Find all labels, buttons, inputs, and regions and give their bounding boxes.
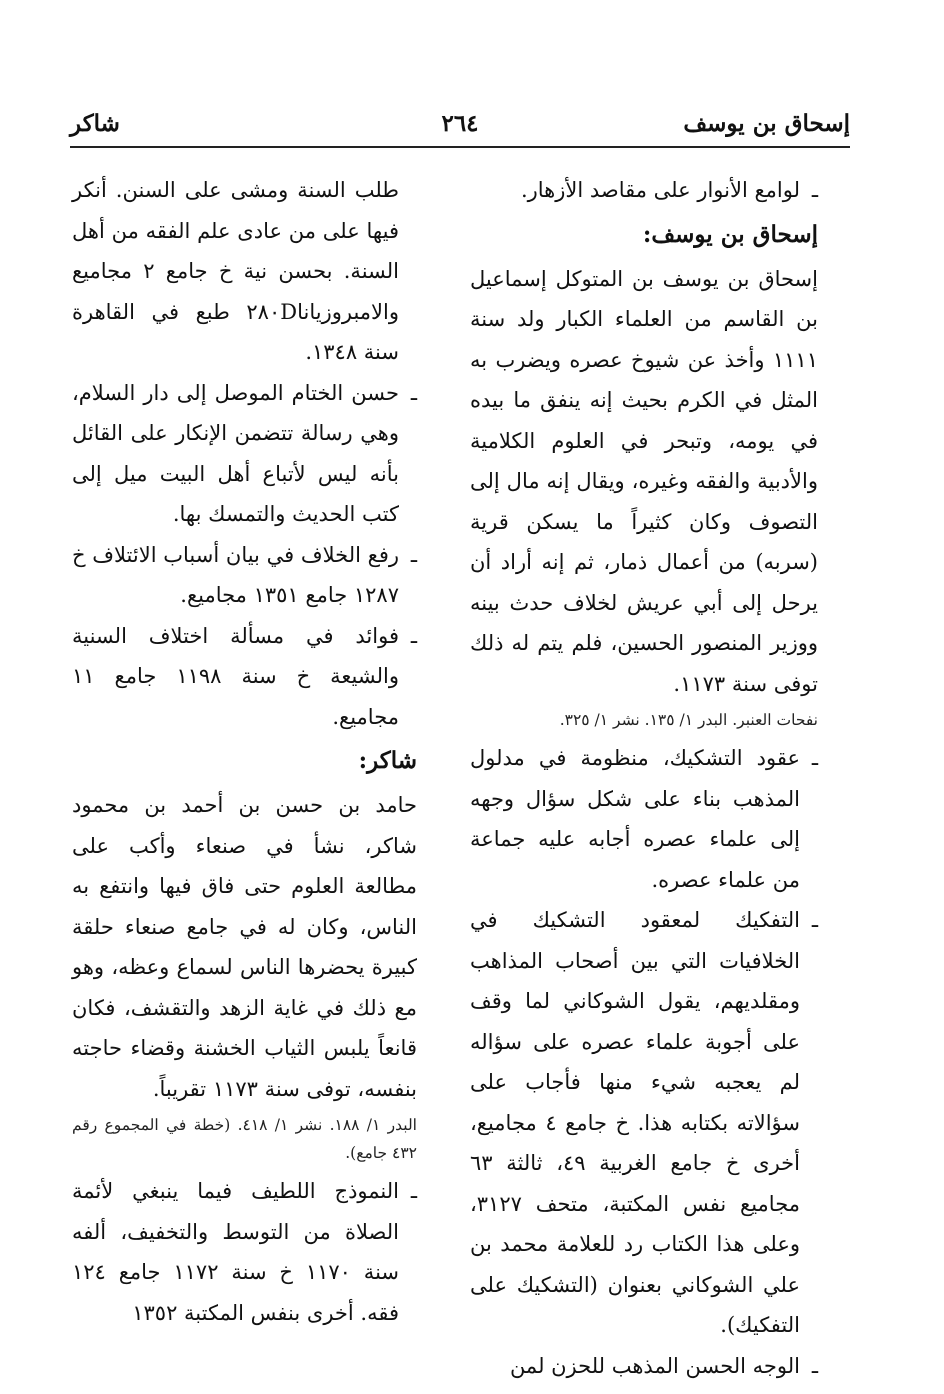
biography-text: إسحاق بن يوسف بن المتوكل إسماعيل بن القاسم من العلماء الكبار ولد سنة ١١١١ وأخذ عن شيوخ عصره ويضرب به المثل في الكرم بحيث إنه ينفق ما بيده في يومه، وتبحر في العلوم الكلامية والأدبية والفقه وغيره، ويقال إنه مال إلى التصوف وكان كثيراً ما يسكن قرية (سربه) من أعمال ذمار، ثم إنه أراد أن يرحل إلى أبي عريش لخلاف حدث بينه ووزير المنصور الحسين، فلم يتم له ذلك توفى سنة ١١٧٣.: [470, 266, 818, 696]
entry-text: الوجه الحسن المذهب للحزن لمن: [509, 1353, 800, 1378]
entry-text: لوامع الأنوار على مقاصد الأزهار.: [520, 178, 800, 202]
entry-text: عقود التشكيك، منظومة في مدلول المذهب بناء على شكل سؤال وجهه إلى علماء عصره أجابه عليه جماعة من علماء عصره.: [470, 746, 800, 892]
bullet-dash: ـ: [410, 380, 417, 405]
list-item: [470, 900, 818, 1346]
running-title-right: إسحاق بن يوسف: [683, 110, 850, 137]
list-item: [470, 738, 818, 900]
list-item: [72, 616, 417, 738]
entry-heading: شاكر:: [358, 747, 417, 774]
entry-text: حسن الختام الموصل إلى دار السلام، وهي رسالة تتضمن الإنكار على القائل بأنه ليس لأتباع أهل البيت ميل إلى كتب الحديث والتمسك بها.: [72, 380, 399, 526]
list-item: [470, 170, 818, 211]
entry-text: النموذج اللطيف فيما ينبغي لأئمة الصلاة من التوسط والتخفيف، ألفه سنة ١١٧٠ خ سنة ١١٧٢ جامع ١٢٤ فقه. أخرى بنفس المكتبة ١٣٥٢: [72, 1179, 400, 1325]
bullet-dash: ـ: [410, 542, 417, 567]
continued-text: طلب السنة ومشى على السنن. أنكر فيها على من عادى علم الفقه من أهل السنة. بحسن نية خ جامع ٢ مجاميع والامبروزيانا٢٨٠D طبع في القاهرة سنة ١٣٤٨.: [72, 178, 399, 364]
bullet-dash: ـ: [811, 746, 818, 770]
entry-text: التفكيك لمعقود التشكيك في الخلافيات التي بين أصحاب المذاهب ومقلديهم، يقول الشوكاني لما وقف على أجوبة علماء عصره على سؤاله لم يعجبه شيء منها فأجاب على سؤالاته بكتابه هذا. خ جامع ٤ مجاميع، أخرى خ جامع الغربية ٤٩، ثالثة ٦٣ مجاميع نفس المكتبة، متحف ٣١٢٧، وعلى هذا الكتاب رد للعلامة محمد بن علي الشوكاني بعنوان (التشكيك على التفكيك).: [470, 908, 801, 1337]
biography-text: حامد بن حسن بن أحمد بن محمود شاكر، نشأ في صنعاء وأكب على مطالعة العلوم حتى فاق فيها وانتفع به الناس، وكان له في جامع صنعاء حلقة كبيرة يحضرها الناس لسماع وعظه، وهو مع ذلك في غاية الزهد والتقشف، فكان قانعاً يلبس الثياب الخشنة وقضاء حاجته بنفسه، توفى سنة ١١٧٣ تقريباً.: [72, 793, 417, 1101]
bullet-dash: ـ: [410, 623, 417, 648]
bullet-dash: ـ: [811, 908, 818, 932]
running-title-left: شاكر: [70, 110, 120, 137]
reference-note: البدر ١/ ١٨٨. نشر ١/ ٤١٨. (خطة في المجموع رقم ٤٣٢ جامع).: [72, 1116, 417, 1162]
page-header: [70, 110, 850, 146]
entry-heading: إسحاق بن يوسف:: [642, 220, 818, 248]
page-number: ٢٦٤: [441, 110, 479, 137]
bullet-dash: ـ: [811, 1353, 818, 1378]
entry-text: رفع الخلاف في بيان أسباب الائتلاف خ ١٢٨٧ جامع ١٣٥١ مجاميع.: [72, 542, 399, 607]
entry-text: فوائد في مسألة اختلاف السنية والشيعة خ سنة ١١٩٨ جامع ١١ مجاميع.: [72, 623, 400, 729]
left-column: [72, 170, 417, 1333]
list-item: [72, 1171, 417, 1333]
reference-note: نفحات العنبر. البدر ١/ ١٣٥. نشر ١/ ٣٢٥.: [559, 711, 818, 729]
right-column: [470, 170, 818, 1386]
list-item: [470, 1346, 818, 1387]
list-item: [72, 535, 417, 616]
bullet-dash: ـ: [811, 178, 818, 202]
header-rule: [70, 146, 850, 148]
bullet-dash: ـ: [410, 1179, 417, 1203]
list-item: [72, 373, 417, 535]
